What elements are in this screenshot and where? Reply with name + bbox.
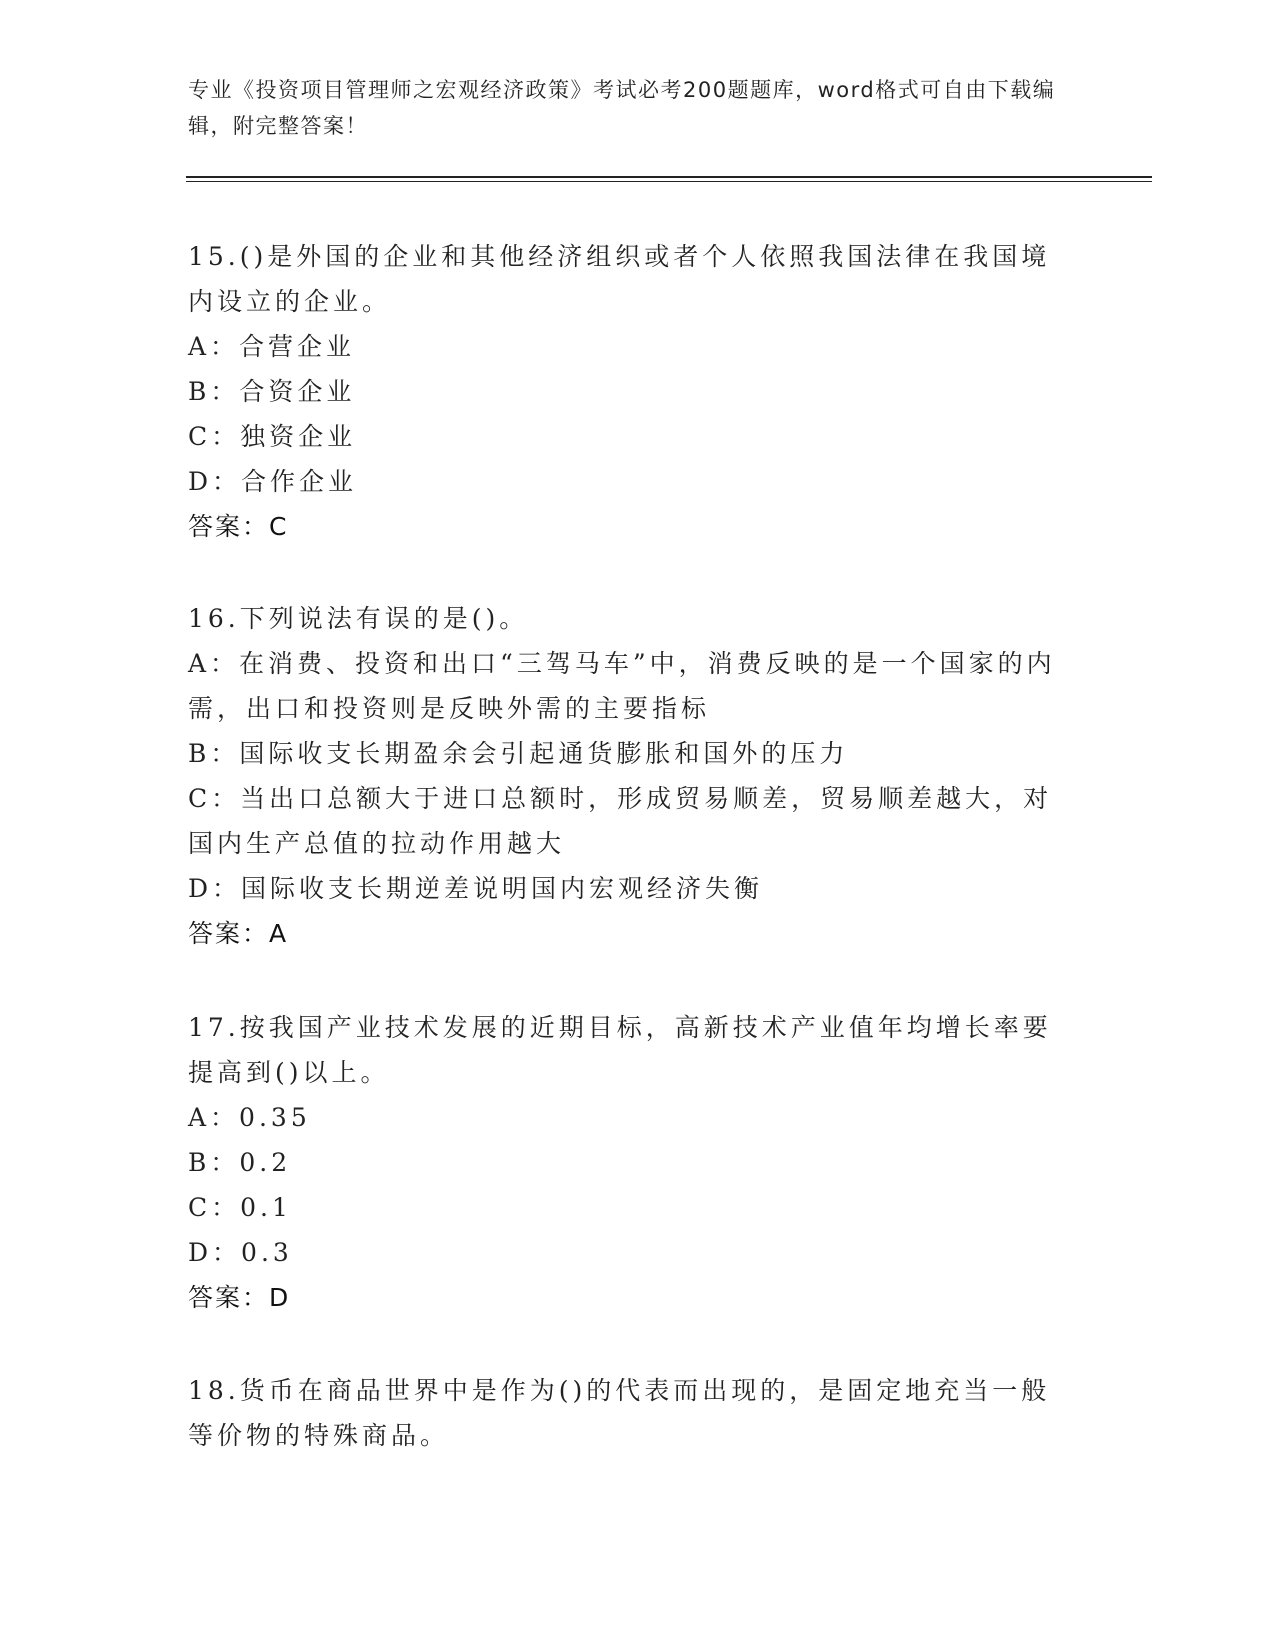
option-b: B：合资企业 — [188, 377, 356, 406]
header-divider-thick — [186, 176, 1152, 178]
option-c: C：0.1 — [188, 1193, 292, 1222]
option-a: A：在消费、投资和出口“三驾马车”中，消费反映的是一个国家的内需，出口和投资则是反映外需的主要指标 — [188, 649, 1056, 723]
question-15 — [188, 234, 1068, 549]
answer-line: 答案：D — [188, 1283, 291, 1312]
option-a: A：0.35 — [188, 1103, 311, 1132]
option-c: C：独资企业 — [188, 422, 357, 451]
document-header-title: 专业《投资项目管理师之宏观经济政策》考试必考200题题库，word格式可自由下载编辑，附完整答案！ — [188, 78, 1056, 138]
option-d: D：0.3 — [188, 1238, 293, 1267]
header-divider-thin — [186, 181, 1152, 182]
answer-line: 答案：C — [188, 512, 289, 541]
question-stem: 18.货币在商品世界中是作为()的代表而出现的，是固定地充当一般等价物的特殊商品。 — [188, 1376, 1051, 1450]
question-stem: 16.下列说法有误的是()。 — [188, 604, 529, 633]
question-16 — [188, 596, 1068, 956]
option-d: D：合作企业 — [188, 467, 358, 496]
question-17 — [188, 1005, 1068, 1320]
option-c: C：当出口总额大于进口总额时，形成贸易顺差，贸易顺差越大，对国内生产总值的拉动作用越大 — [188, 784, 1053, 858]
question-stem: 15.()是外国的企业和其他经济组织或者个人依照我国法律在我国境内设立的企业。 — [188, 242, 1051, 316]
option-b: B：0.2 — [188, 1148, 292, 1177]
option-a: A：合营企业 — [188, 332, 356, 361]
option-b: B：国际收支长期盈余会引起通货膨胀和国外的压力 — [188, 739, 849, 768]
question-stem: 17.按我国产业技术发展的近期目标，高新技术产业值年均增长率要提高到()以上。 — [188, 1013, 1052, 1087]
question-18 — [188, 1368, 1068, 1458]
answer-line: 答案：A — [188, 919, 289, 948]
option-d: D：国际收支长期逆差说明国内宏观经济失衡 — [188, 874, 764, 903]
